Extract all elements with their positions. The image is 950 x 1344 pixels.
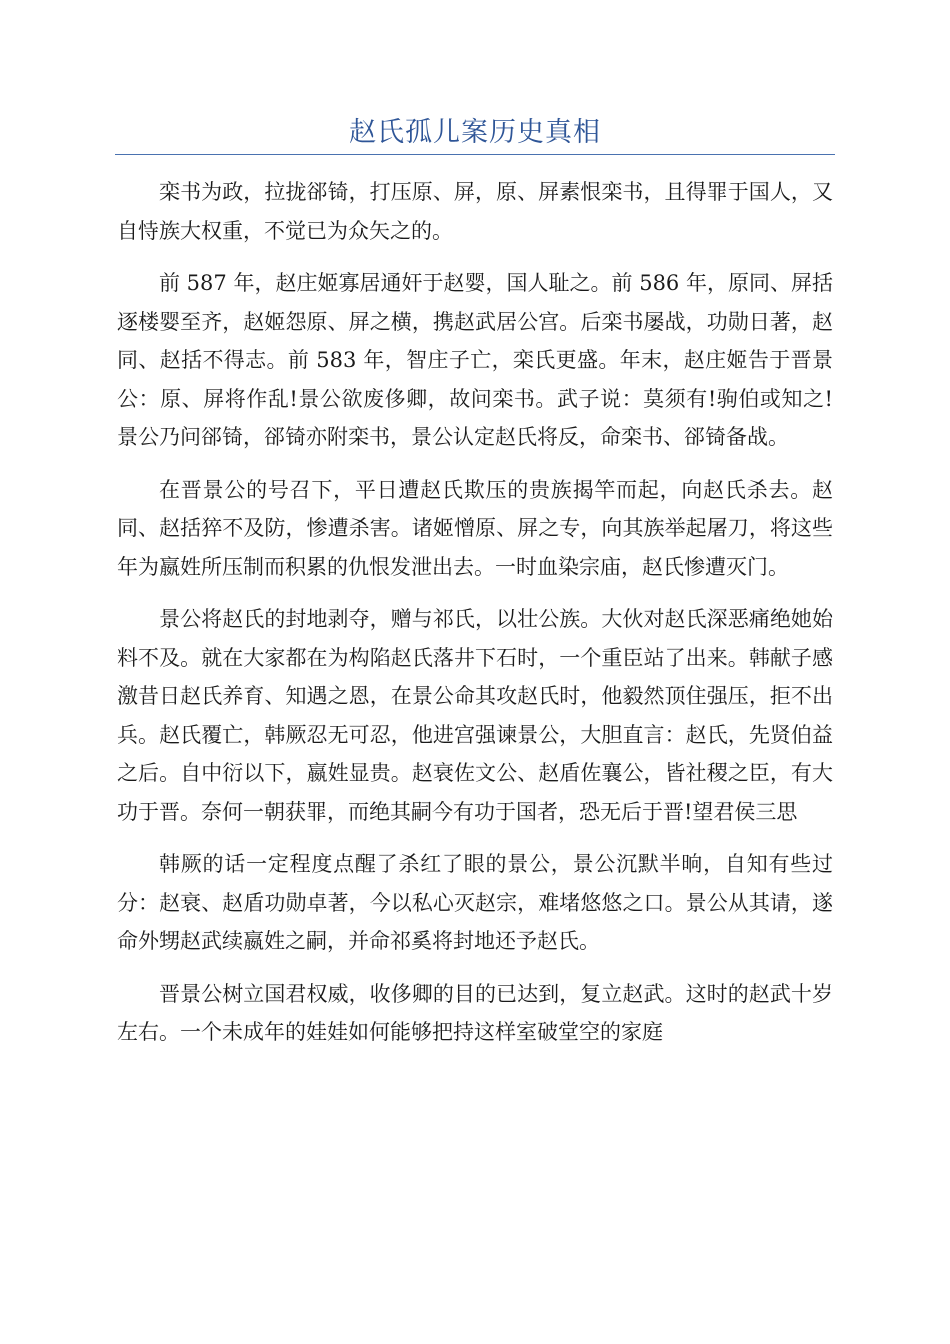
title-underline xyxy=(115,154,835,155)
paragraph-2: 前 587 年，赵庄姬寡居通奸于赵婴，国人耻之。前 586 年，原同、屏括逐楼婴至齐，赵姬怨原、屏之横，携赵武居公宫。后栾书屡战，功勋日著，赵同、赵括不得志。前 583 年，智庄子亡，栾氏更盛。年末，赵庄姬告于晋景公：原、屏将作乱!景公欲废侈卿，故问栾书。武子说：莫须有!驹伯或知之!景公乃问郤锜，郤锜亦附栾书，景公认定赵氏将反，命栾书、郤锜备战。 xyxy=(117,271,833,449)
document-body xyxy=(117,173,833,1066)
paragraph-4: 景公将赵氏的封地剥夺，赠与祁氏，以壮公族。大伙对赵氏深恶痛绝她始料不及。就在大家都在为构陷赵氏落井下石时，一个重臣站了出来。韩献子感激昔日赵氏养育、知遇之恩，在景公命其攻赵氏时，他毅然顶住强压，拒不出兵。赵氏覆亡，韩厥忍无可忍，他进宫强谏景公，大胆直言：赵氏，先贤伯益之后。自中衍以下，嬴姓显贵。赵衰佐文公、赵盾佐襄公，皆社稷之臣，有大功于晋。奈何一朝获罪，而绝其嗣今有功于国者，恐无后于晋!望君侯三思 xyxy=(117,607,833,824)
paragraph-1: 栾书为政，拉拢郤锜，打压原、屏，原、屏素恨栾书，且得罪于国人，又自恃族大权重，不觉已为众矢之的。 xyxy=(117,180,833,243)
document-title: 赵氏孤儿案历史真相 xyxy=(349,117,601,148)
paragraph-5: 韩厥的话一定程度点醒了杀红了眼的景公，景公沉默半晌，自知有些过分：赵衰、赵盾功勋卓著，今以私心灭赵宗，难堵悠悠之口。景公从其请，遂命外甥赵武续嬴姓之嗣，并命祁奚将封地还予赵氏。 xyxy=(117,852,833,953)
paragraph-3: 在晋景公的号召下，平日遭赵氏欺压的贵族揭竿而起，向赵氏杀去。赵同、赵括猝不及防，惨遭杀害。诸姬憎原、屏之专，向其族举起屠刀，将这些年为嬴姓所压制而积累的仇恨发泄出去。一时血染宗庙，赵氏惨遭灭门。 xyxy=(117,477,833,579)
paragraph-6: 晋景公树立国君权威，收侈卿的目的已达到，复立赵武。这时的赵武十岁左右。一个未成年的娃娃如何能够把持这样室破堂空的家庭 xyxy=(117,981,833,1044)
